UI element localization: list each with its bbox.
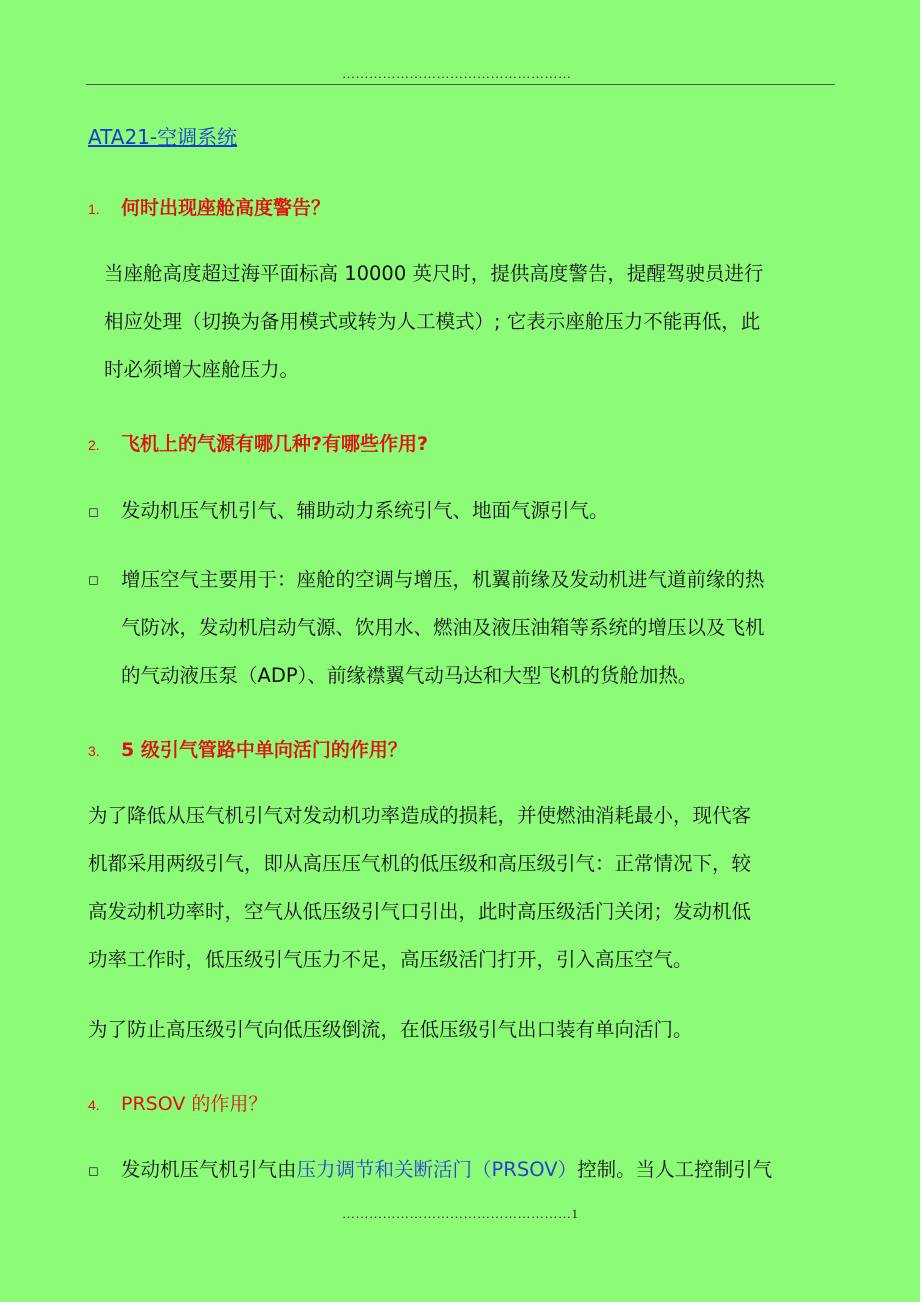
answer-1-line-1: 当座舱高度超过海平面标高 10000 英尺时，提供高度警告，提醒驾驶员进行 — [104, 262, 764, 285]
bullet-text-pre: 发动机压气机引气由 — [121, 1158, 297, 1181]
document-title[interactable]: ATA21-空调系统 — [88, 125, 238, 149]
question-2-heading — [88, 429, 428, 456]
question-text: 飞机上的气源有哪几种?有哪些作用? — [121, 433, 429, 455]
question-number: 3. — [88, 743, 100, 759]
question-number: 1. — [88, 201, 100, 217]
answer-3-line-2: 机都采用两级引气，即从高压压气机的低压级和高压级引气：正常情况下，较 — [88, 852, 752, 875]
answer-3-line-1: 为了降低从压气机引气对发动机功率造成的损耗，并使燃油消耗最小，现代客 — [88, 804, 752, 827]
question-number: 4. — [88, 1097, 100, 1113]
question-text: 何时出现座舱高度警告？ — [121, 197, 331, 219]
prsov-link-text[interactable]: 压力调节和关断活门（PRSOV） — [296, 1158, 578, 1181]
question-text: PRSOV 的作用？ — [121, 1093, 268, 1115]
page-number: 1 — [571, 1206, 579, 1221]
bullet-icon: ◻ — [88, 1164, 99, 1179]
answer-3-paragraph-2: 为了防止高压级引气向低压级倒流，在低压级引气出口装有单向活门。 — [88, 1018, 693, 1041]
question-3-heading — [88, 735, 407, 762]
header-rule — [86, 84, 835, 85]
answer-4-bullet-1 — [121, 1146, 772, 1194]
bullet-icon: ◻ — [88, 505, 99, 520]
answer-2-bullet-2-line-3: 的气动液压泵（ADP）、前缘襟翼气动马达和大型飞机的货舱加热。 — [121, 664, 698, 687]
question-1-heading — [88, 193, 330, 220]
answer-3-line-4: 功率工作时，低压级引气压力不足，高压级活门打开，引入高压空气。 — [88, 948, 693, 971]
footer-dotted-line: …………………………………………… — [342, 1206, 572, 1221]
header-dotted-line: …………………………………………… — [342, 66, 572, 81]
answer-2-bullet-2-line-2: 气防冰，发动机启动气源、饮用水、燃油及液压油箱等系统的增压以及飞机 — [121, 616, 765, 639]
answer-3-line-3: 高发动机功率时，空气从低压级引气口引出，此时高压级活门关闭；发动机低 — [88, 900, 752, 923]
footer — [342, 1206, 579, 1222]
question-text: 5 级引气管路中单向活门的作用？ — [121, 739, 407, 761]
answer-2-bullet-2-line-1: 增压空气主要用于：座舱的空调与增压，机翼前缘及发动机进气道前缘的热 — [121, 568, 765, 591]
bullet-text-post: 控制。当人工控制引气 — [577, 1158, 773, 1181]
answer-1-line-2: 相应处理（切换为备用模式或转为人工模式）; 它表示座舱压力不能再低，此 — [104, 310, 761, 333]
answer-1-line-3: 时必须增大座舱压力。 — [104, 358, 300, 381]
answer-2-bullet-1: 发动机压气机引气、辅助动力系统引气、地面气源引气。 — [121, 499, 609, 522]
question-4-heading — [88, 1089, 267, 1116]
bullet-icon: ◻ — [88, 573, 99, 588]
question-number: 2. — [88, 437, 100, 453]
